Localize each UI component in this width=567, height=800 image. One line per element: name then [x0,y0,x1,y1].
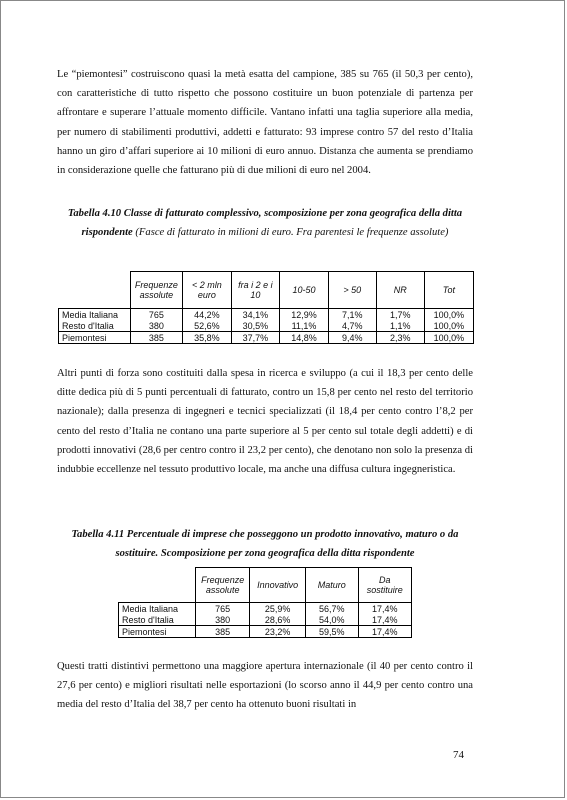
table-row [119,614,412,626]
table-cell: 34,1% [231,309,280,321]
table-row [119,603,412,615]
table-cell: 17,4% [358,626,411,638]
row-label: Resto d'Italia [119,614,196,626]
table-cell: 2,3% [376,332,424,344]
row-label: Media Italiana [119,603,196,615]
table-4-11-caption [57,525,473,563]
header-cell-under-2: < 2 mln euro [183,272,232,309]
table-cell: 100,0% [424,309,473,321]
table-cell: 765 [196,603,250,615]
row-label: Piemontesi [59,332,131,344]
table-cell: 100,0% [424,332,473,344]
header-cell-innovativo: Innovativo [250,568,306,603]
header-cell-tot: Tot [424,272,473,309]
row-label: Media Italiana [59,309,131,321]
table-4-10-caption [57,204,473,242]
paragraph-apertura-internazionale: Questi tratti distintivi permettono una maggiore apertura internazionale (il 40 per cento contro il 27,6 per cento) e migliori risultati nelle esportazioni (lo scorso anno il 44,9 per cento contro una media del resto d’Italia del 38,7 per cento ha ottenuto buoni risultati in [57,661,473,711]
table-cell: 385 [196,626,250,638]
table-cell: 17,4% [358,614,411,626]
table-row [59,320,474,332]
paragraph-piemontesi: Le “piemontesi” costruiscono quasi la metà esatta del campione, 385 su 765 (il 50,3 per cento), con caratteristiche di tutto rispetto che possono costituire un buon potenziale di partenza per affrontare e superare l’attuale momento difficile. Vantano infatti una taglia superiore alla media, per numero di stabilimenti produttivi, addetti e fatturato: 93 imprese contro 57 del resto d’Italia hanno un giro d’affari superiore ai 10 milioni di euro annuo. Distanza che aumenta se prendiamo in considerazione quelle che fatturano più di due milioni di euro nel 2004. [57,69,473,177]
table-row [59,332,474,344]
table-cell: 7,1% [328,309,376,321]
table-cell: 14,8% [280,332,329,344]
table-cell: 1,1% [376,320,424,332]
table-cell: 35,8% [183,332,232,344]
table-cell: 11,1% [280,320,329,332]
table-header-row [119,568,412,603]
table-cell: 385 [130,332,182,344]
table-header-row [59,272,474,309]
table-cell: 100,0% [424,320,473,332]
table-cell: 44,2% [183,309,232,321]
header-cell-nr: NR [376,272,424,309]
table-row [119,626,412,638]
table-cell: 37,7% [231,332,280,344]
table-cell: 28,6% [250,614,306,626]
header-cell-frequenze: Frequenze assolute [130,272,182,309]
table-cell: 17,4% [358,603,411,615]
table-cell: 1,7% [376,309,424,321]
table-cell: 9,4% [328,332,376,344]
table-cell: 765 [130,309,182,321]
header-cell-maturo: Maturo [306,568,359,603]
table-cell: 380 [196,614,250,626]
table-cell: 52,6% [183,320,232,332]
table-4-10-caption-note: (Fasce di fatturato in milioni di euro. Fra parentesi le frequenze assolute) [132,227,449,238]
table-cell: 30,5% [231,320,280,332]
table-cell: 54,0% [306,614,359,626]
row-label: Resto d'Italia [59,320,131,332]
page-number: 74 [453,749,464,761]
table-cell: 56,7% [306,603,359,615]
table-cell: 4,7% [328,320,376,332]
header-cell-empty [59,272,131,309]
table-row [59,309,474,321]
table-4-11 [118,567,412,638]
header-cell-da-sostituire: Da sostituire [358,568,411,603]
header-cell-empty [119,568,196,603]
table-cell: 23,2% [250,626,306,638]
row-label: Piemontesi [119,626,196,638]
table-4-10 [58,271,474,344]
table-cell: 59,5% [306,626,359,638]
header-cell-10-50: 10-50 [280,272,329,309]
header-cell-2-10: fra i 2 e i 10 [231,272,280,309]
table-cell: 12,9% [280,309,329,321]
table-4-11-caption-title: Tabella 4.11 Percentuale di imprese che posseggono un prodotto innovativo, maturo o da sostituire. Scomposizione per zona geografica della ditta rispondente [71,529,459,559]
table-cell: 25,9% [250,603,306,615]
header-cell-over-50: > 50 [328,272,376,309]
paragraph-punti-di-forza: Altri punti di forza sono costituiti dalla spesa in ricerca e sviluppo (a cui il 18,3 per cento delle ditte dedica più di 5 punti percentuali di fatturato, contro un 15,8 per cento nel resto del territorio nazionale); dalla presenza di ingegneri e tecnici specializzati (il 18,4 per cento contro l’8,2 per cento del resto d’Italia ne contano una parte superiore al 5 per cento sul totale degli addetti) e di prodotti innovativi (28,6 per centro contro il 23,2 per cento), che denotano non solo la presenza di indubbie eccellenze nel tessuto produttivo locale, ma anche una diffusa cultura ingegneristica. [57,368,473,476]
table-4-10-caption-title: Tabella 4.10 Classe di fatturato complessivo, scomposizione per zona geografica della ditta rispondente [67,208,463,238]
header-cell-frequenze: Frequenze assolute [196,568,250,603]
table-cell: 380 [130,320,182,332]
